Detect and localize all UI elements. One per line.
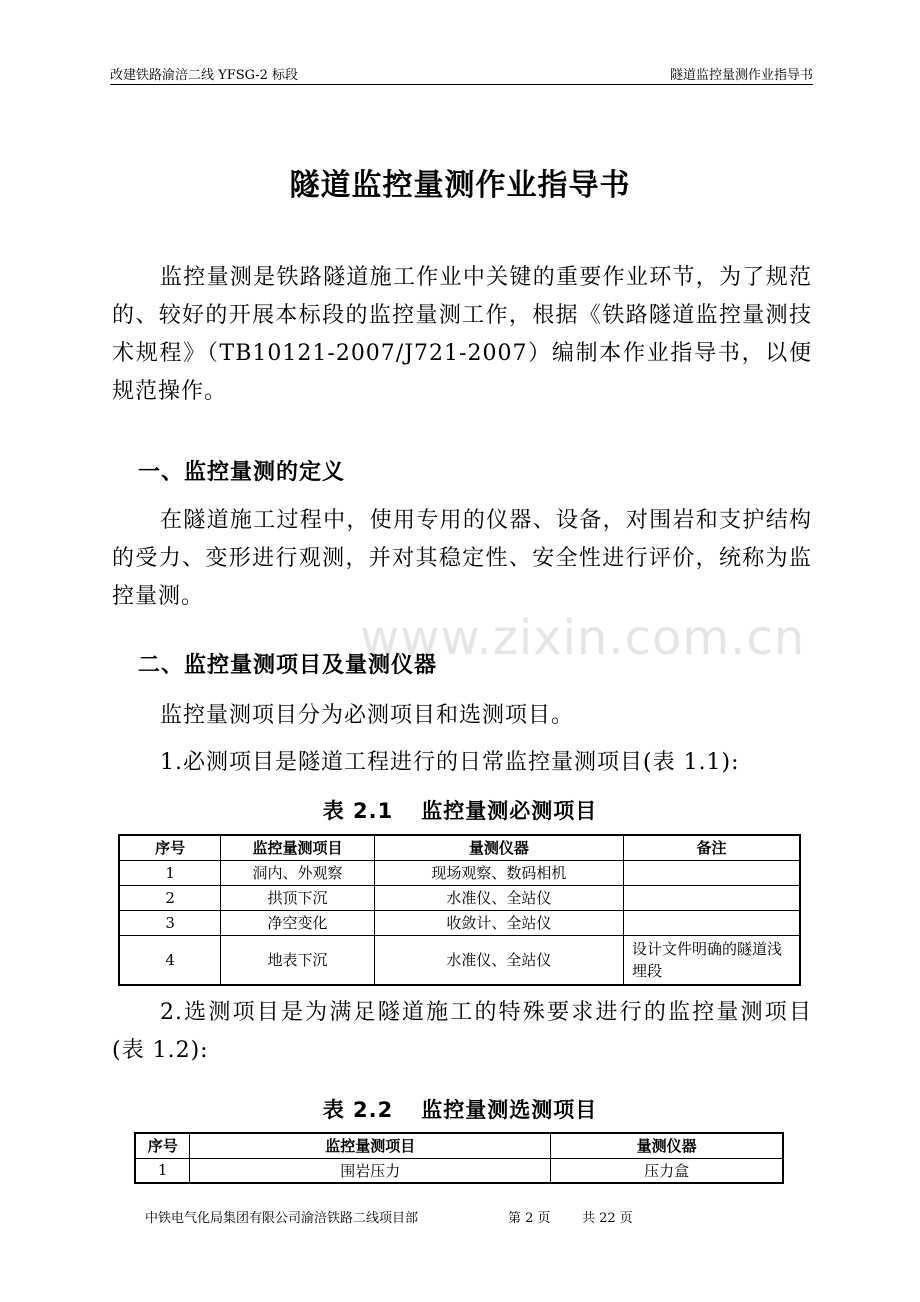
required-items-table [118, 834, 801, 986]
table-1-caption [0, 795, 920, 825]
cell-instrument: 现场观察、数码相机 [374, 860, 623, 885]
table-row [135, 1158, 783, 1183]
cell-remarks [624, 860, 800, 885]
footer-total-pages: 共 22 页 [582, 1211, 633, 1226]
col-header-item: 监控量测项目 [221, 835, 375, 860]
col-header-item: 监控量测项目 [190, 1133, 551, 1158]
section-2-line-1: 监控量测项目分为必测项目和选测项目。 [160, 703, 575, 728]
footer-company: 中铁电气化局集团有限公司渝涪铁路二线项目部 [145, 1211, 419, 1226]
cell-item: 拱顶下沉 [221, 885, 375, 910]
cell-instrument: 收敛计、全站仪 [374, 910, 623, 935]
section-1-heading: 一、监控量测的定义 [138, 460, 346, 485]
table-1-title: 监控量测必测项目 [421, 799, 598, 823]
cell-item: 地表下沉 [221, 935, 375, 985]
cell-remarks: 设计文件明确的隧道浅埋段 [624, 935, 800, 985]
cell-item: 净空变化 [221, 910, 375, 935]
table-header-row [119, 835, 800, 860]
cell-item: 围岩压力 [190, 1158, 551, 1183]
intro-paragraph: 监控量测是铁路隧道施工作业中关键的重要作业环节，为了规范的、较好的开展本标段的监控量测工作，根据《铁路隧道监控量测技术规程》（TB10121-2007/J721-2007）编制本作业指导书，以便规范操作。 [112, 265, 812, 404]
table-row [119, 885, 800, 910]
cell-no: 2 [119, 885, 221, 910]
section-2-line-2: 1.必测项目是隧道工程进行的日常监控量测项目(表 1.1): [160, 750, 740, 775]
footer-page-number: 第 2 页 [508, 1211, 551, 1226]
col-header-no: 序号 [119, 835, 221, 860]
watermark: www.zixin.com.cn [360, 610, 806, 666]
table-2-caption [0, 1094, 920, 1124]
header-doc-name: 隧道监控量测作业指导书 [669, 68, 813, 83]
cell-no: 1 [119, 860, 221, 885]
cell-remarks [624, 910, 800, 935]
col-header-instrument: 量测仪器 [551, 1133, 783, 1158]
header-project: 改建铁路渝涪二线 YFSG-2 标段 [110, 68, 299, 83]
table-1-number: 表 2.1 [322, 799, 394, 823]
cell-instrument: 水准仪、全站仪 [374, 935, 623, 985]
cell-instrument: 水准仪、全站仪 [374, 885, 623, 910]
table-2-title: 监控量测选测项目 [421, 1098, 598, 1122]
table-row [119, 860, 800, 885]
document-title: 隧道监控量测作业指导书 [289, 168, 631, 203]
optional-items-paragraph: 2.选测项目是为满足隧道施工的特殊要求进行的监控量测项目(表 1.2): [112, 1000, 812, 1063]
cell-instrument: 压力盒 [551, 1158, 783, 1183]
section-2-heading: 二、监控量测项目及量测仪器 [138, 653, 438, 678]
cell-no: 4 [119, 935, 221, 985]
col-header-remarks: 备注 [624, 835, 800, 860]
cell-no: 1 [135, 1158, 190, 1183]
cell-item: 洞内、外观察 [221, 860, 375, 885]
optional-items-table [134, 1132, 784, 1184]
table-row [119, 910, 800, 935]
cell-no: 3 [119, 910, 221, 935]
page-header [110, 62, 813, 85]
section-1-body: 在隧道施工过程中，使用专用的仪器、设备，对围岩和支护结构的受力、变形进行观测，并对其稳定性、安全性进行评价，统称为监控量测。 [112, 508, 812, 609]
col-header-no: 序号 [135, 1133, 190, 1158]
table-row [119, 935, 800, 985]
table-header-row [135, 1133, 783, 1158]
table-2-number: 表 2.2 [322, 1098, 394, 1122]
col-header-instrument: 量测仪器 [374, 835, 623, 860]
cell-remarks [624, 885, 800, 910]
